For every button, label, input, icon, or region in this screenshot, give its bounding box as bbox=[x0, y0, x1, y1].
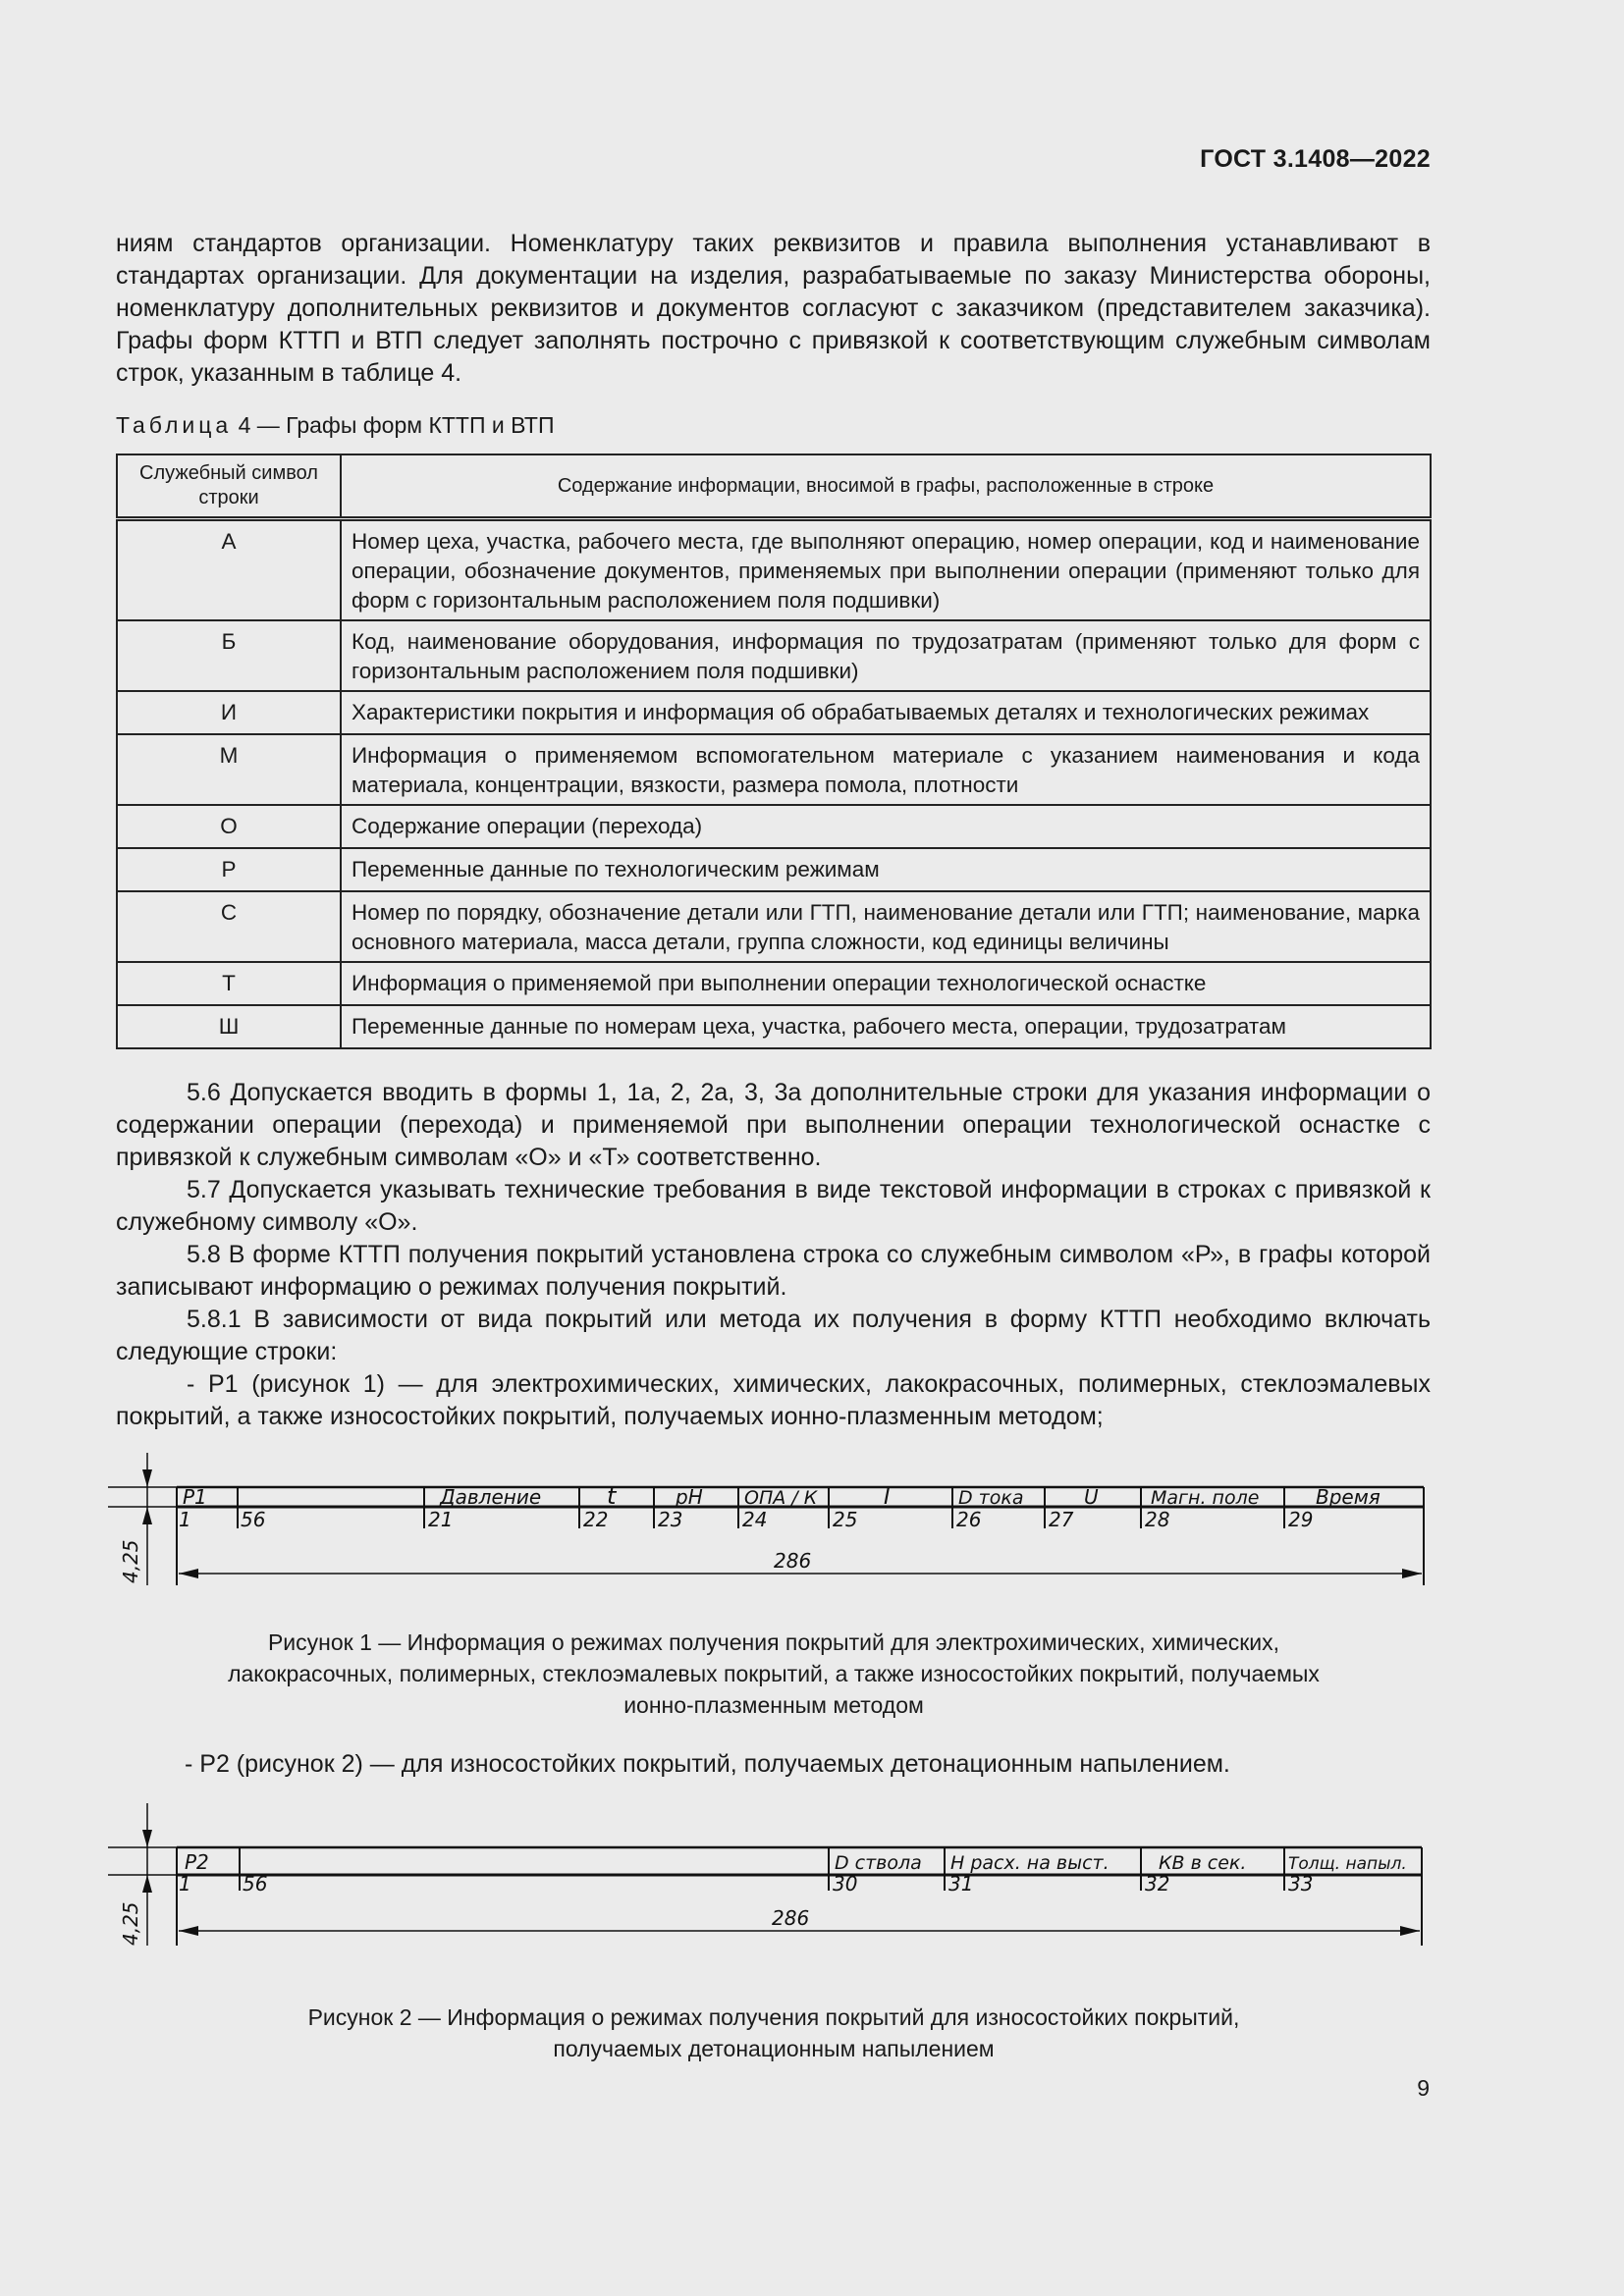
row-text: Содержание операции (перехода) bbox=[341, 805, 1431, 848]
table-header-row bbox=[117, 454, 1431, 519]
figure-1-drawing bbox=[108, 1448, 1443, 1595]
fig1-label-p1: Р1 bbox=[183, 1485, 207, 1509]
fig1-label-opa: ОПА / К bbox=[744, 1487, 818, 1509]
figure-2-caption-line: получаемых детонационным напылением bbox=[553, 2036, 995, 2061]
paragraph-5-8-1: 5.8.1 В зависимости от вида покрытий или метода их получения в форму КТТП необходимо включать следующие строки: bbox=[116, 1306, 1431, 1365]
table-4 bbox=[116, 454, 1432, 1049]
row-symbol: Б bbox=[117, 620, 341, 691]
row-text: Номер по порядку, обозначение детали или ГТП, наименование детали или ГТП; наименование, марка основного материала, масса детали, группа сложности, код единицы величины bbox=[341, 891, 1431, 962]
row-text: Переменные данные по технологическим режимам bbox=[341, 848, 1431, 891]
fig2-num: 56 bbox=[243, 1872, 268, 1896]
fig1-num: 27 bbox=[1049, 1508, 1074, 1531]
fig1-num: 29 bbox=[1288, 1508, 1314, 1531]
row-symbol: М bbox=[117, 734, 341, 805]
row-symbol: Р bbox=[117, 848, 341, 891]
fig1-label-magn: Магн. поле bbox=[1151, 1487, 1260, 1509]
figure-2-drawing bbox=[108, 1798, 1443, 1955]
row-text: Переменные данные по номерам цеха, участка, рабочего места, операции, трудозатратам bbox=[341, 1005, 1431, 1048]
figure-1-caption-line: ионно-плазменным методом bbox=[623, 1692, 924, 1718]
figure-2 bbox=[108, 1798, 1443, 1955]
figure-1-caption-line: Рисунок 1 — Информация о режимах получения покрытий для электрохимических, химических, bbox=[267, 1629, 1280, 1655]
row-symbol: А bbox=[117, 519, 341, 621]
body-text bbox=[116, 1077, 1431, 1433]
table-row bbox=[117, 848, 1431, 891]
table-row bbox=[117, 805, 1431, 848]
fig1-num: 1 bbox=[179, 1508, 191, 1531]
list-item-r2: - Р2 (рисунок 2) — для износостойких покрытий, получаемых детонационным напылением. bbox=[185, 1750, 1230, 1778]
fig2-label-d-barrel: D ствола bbox=[835, 1852, 922, 1874]
fig1-label-d-current: D тока bbox=[958, 1487, 1024, 1509]
intro-paragraph: ниям стандартов организации. Номенклатуру таких реквизитов и правила выполнения устанавливают в стандартах организации. Для документации на изделия, разрабатываемые по заказу Министерства обороны, номенклатуру дополнительных реквизитов и документов согласуют с заказчиком (представителем заказчика). Графы форм КТТП и ВТП следует заполнять построчно с привязкой к соответствующим служебным символам строк, указанным в таблице 4. bbox=[116, 230, 1431, 387]
table-row bbox=[117, 734, 1431, 805]
figure-2-caption-line: Рисунок 2 — Информация о режимах получения покрытий для износостойких покрытий, bbox=[307, 2004, 1240, 2030]
fig1-label-u: U bbox=[1084, 1485, 1099, 1509]
row-symbol: С bbox=[117, 891, 341, 962]
fig1-label-i: I bbox=[884, 1485, 891, 1510]
fig1-width-dim: 286 bbox=[774, 1549, 812, 1573]
table-caption-label: Таблица bbox=[116, 412, 233, 438]
row-symbol: Т bbox=[117, 962, 341, 1005]
fig1-num: 56 bbox=[241, 1508, 266, 1531]
table-row bbox=[117, 1005, 1431, 1048]
row-text: Код, наименование оборудования, информация по трудозатратам (применяют только для форм с горизонтальным расположением поля подшивки) bbox=[341, 620, 1431, 691]
row-text: Информация о применяемом вспомогательном материале с указанием наименования и кода материала, концентрации, вязкости, размера помола, плотности bbox=[341, 734, 1431, 805]
fig1-height-dim: 4,25 bbox=[119, 1539, 142, 1583]
fig2-label-p2: Р2 bbox=[185, 1850, 209, 1874]
paragraph-5-6: 5.6 Допускается вводить в формы 1, 1а, 2, 2а, 3, 3а дополнительные строки для указания информации о содержании операции (перехода) и применяемой при выполнении операции технологической оснастке с привязкой к служебным символам «О» и «Т» соответственно. bbox=[116, 1079, 1431, 1171]
fig1-num: 22 bbox=[583, 1508, 609, 1531]
header-content: Содержание информации, вносимой в графы, расположенные в строке bbox=[341, 454, 1431, 519]
table-row bbox=[117, 891, 1431, 962]
fig2-num: 31 bbox=[948, 1872, 974, 1896]
table-row bbox=[117, 691, 1431, 734]
list-item-r1: - Р1 (рисунок 1) — для электрохимических, химических, лакокрасочных, полимерных, стеклоэмалевых покрытий, а также износостойких покрытий, получаемых ионно-плазменным методом; bbox=[116, 1370, 1431, 1430]
fig1-label-t: t bbox=[607, 1482, 617, 1510]
fig2-num: 32 bbox=[1145, 1872, 1170, 1896]
paragraph-5-7: 5.7 Допускается указывать технические требования в виде текстовой информации в строках с привязкой к служебному символу «О». bbox=[116, 1176, 1431, 1236]
figure-1-caption bbox=[116, 1627, 1432, 1721]
table-caption bbox=[116, 412, 555, 439]
fig1-num: 26 bbox=[956, 1508, 982, 1531]
row-symbol: Ш bbox=[117, 1005, 341, 1048]
fig2-label-h-consumption: Н расх. на выст. bbox=[950, 1852, 1110, 1874]
fig1-label-time: Время bbox=[1316, 1485, 1380, 1509]
page-number: 9 bbox=[1417, 2075, 1430, 2101]
document-header: ГОСТ 3.1408—2022 bbox=[1200, 145, 1431, 173]
paragraph-5-8: 5.8 В форме КТТП получения покрытий установлена строка со служебным символом «Р», в графы которой записывают информацию о режимах получения покрытий. bbox=[116, 1241, 1431, 1301]
fig2-num: 1 bbox=[179, 1872, 191, 1896]
row-symbol: И bbox=[117, 691, 341, 734]
figure-1-caption-line: лакокрасочных, полимерных, стеклоэмалевых покрытий, а также износостойких покрытий, получаемых bbox=[228, 1661, 1320, 1686]
fig2-width-dim: 286 bbox=[772, 1906, 810, 1930]
fig2-num: 30 bbox=[833, 1872, 858, 1896]
figure-2-caption bbox=[116, 2002, 1432, 2064]
fig1-label-ph: pH bbox=[676, 1485, 703, 1509]
fig2-height-dim: 4,25 bbox=[119, 1901, 142, 1946]
fig1-num: 21 bbox=[428, 1508, 454, 1531]
fig2-label-kv: КВ в сек. bbox=[1159, 1852, 1247, 1874]
table-row bbox=[117, 519, 1431, 621]
table-row bbox=[117, 962, 1431, 1005]
table-row bbox=[117, 620, 1431, 691]
fig1-label-pressure: Давление bbox=[440, 1485, 542, 1509]
fig1-num: 24 bbox=[742, 1508, 768, 1531]
figure-1 bbox=[108, 1448, 1443, 1595]
table-caption-title: 4 — Графы форм КТТП и ВТП bbox=[238, 412, 555, 438]
row-text: Номер цеха, участка, рабочего места, где выполняют операцию, номер операции, код и наименование операции, обозначение документов, применяемых при выполнении операции (применяют только для форм с горизонтальным расположением поля подшивки) bbox=[341, 519, 1431, 621]
row-symbol: О bbox=[117, 805, 341, 848]
fig1-num: 23 bbox=[658, 1508, 683, 1531]
fig1-num: 25 bbox=[833, 1508, 858, 1531]
header-symbol: Служебный символ строки bbox=[117, 454, 341, 519]
row-text: Характеристики покрытия и информация об обрабатываемых деталях и технологических режимах bbox=[341, 691, 1431, 734]
row-text: Информация о применяемой при выполнении операции технологической оснастке bbox=[341, 962, 1431, 1005]
fig2-label-thickness: Толщ. напыл. bbox=[1288, 1854, 1407, 1874]
fig1-num: 28 bbox=[1145, 1508, 1170, 1531]
fig2-num: 33 bbox=[1288, 1872, 1314, 1896]
